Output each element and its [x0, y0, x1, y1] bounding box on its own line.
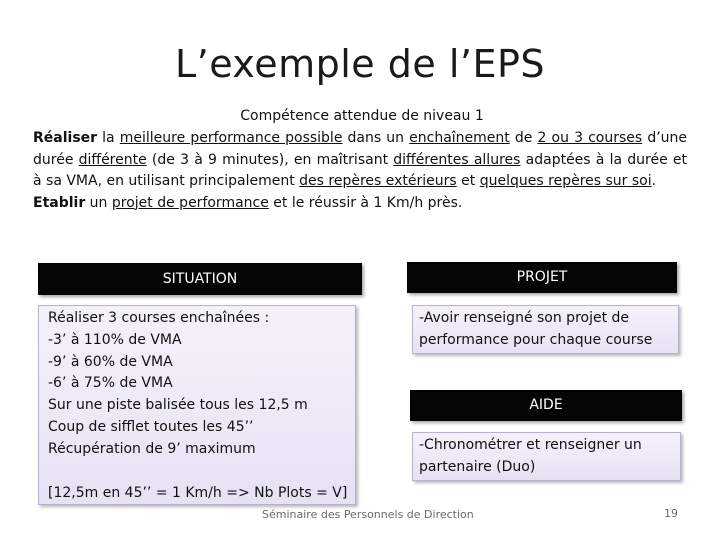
aide-box: -Chronométrer et renseigner un partenaire (Duo) [412, 432, 681, 481]
keyword-realiser: Réaliser [33, 130, 98, 146]
projet-header: PROJET [407, 262, 677, 293]
underlined-phrase: différente [78, 151, 147, 168]
competence-paragraph-2: Etablir un projet de performance et le réussir à 1 Km/h près. [33, 194, 463, 211]
situation-line: -3’ à 110% de VMA [48, 331, 182, 348]
situation-line: Réaliser 3 courses enchaînées : [48, 310, 270, 326]
situation-box [38, 305, 356, 505]
footer-text: Séminaire des Personnels de Direction [262, 508, 474, 521]
situation-line: Coup de sifflet toutes les 45’’ [48, 418, 254, 435]
competence-heading: Compétence attendue de niveau 1 [240, 108, 484, 124]
situation-line: -6’ à 75% de VMA [48, 375, 173, 392]
situation-header: SITUATION [38, 263, 362, 295]
underlined-phrase: différentes allures [393, 151, 521, 168]
underlined-phrase: enchaînement [409, 130, 510, 146]
competence-text [33, 128, 687, 214]
situation-line: Sur une piste balisée tous les 12,5 m [48, 397, 308, 414]
situation-line: Récupération de 9’ maximum [48, 440, 256, 457]
underlined-phrase: 2 ou 3 courses [537, 130, 643, 146]
underlined-phrase: des repères extérieurs [299, 173, 457, 189]
slide-title: L’exemple de l’EPS [174, 42, 546, 86]
underlined-phrase: projet de performance [111, 194, 269, 211]
aide-header: AIDE [410, 390, 682, 421]
situation-formula: [12,5m en 45’’ = 1 Km/h => Nb Plots = V] [48, 485, 348, 501]
underlined-phrase: meilleure performance possible [119, 130, 343, 146]
underlined-phrase: quelques repères sur soi [479, 173, 652, 189]
keyword-etablir: Etablir [33, 194, 86, 211]
situation-line: -9’ à 60% de VMA [48, 353, 173, 370]
projet-box: -Avoir renseigné son projet de performance pour chaque course [412, 305, 679, 354]
competence-paragraph-1: Réaliser la meilleure performance possible dans un enchaînement de 2 ou 3 courses d’une durée différente (de 3 à 9 minutes), en maîtrisant différentes allures adaptées à la durée et à sa VMA, en utilisant principalement des repères extérieurs et quelques repères sur soi. [33, 130, 688, 189]
page-number: 19 [664, 507, 678, 520]
